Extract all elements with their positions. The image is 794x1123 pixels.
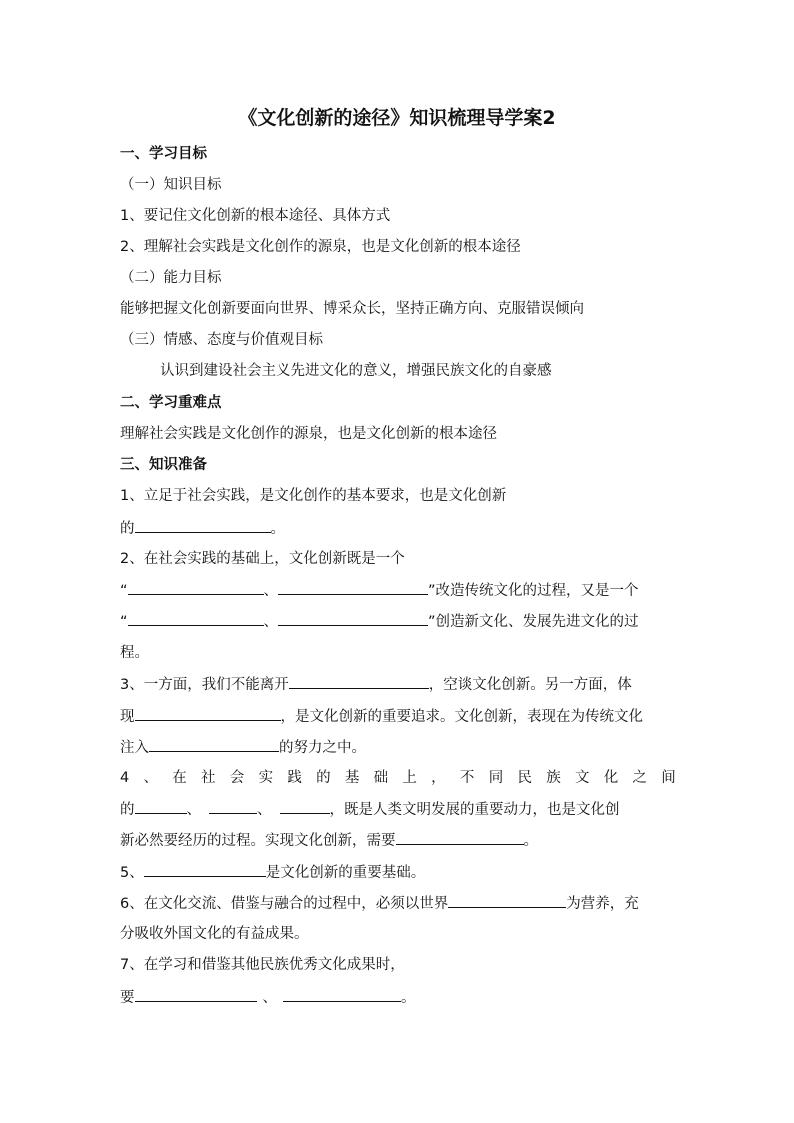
question-5-text: 是文化创新的重要基础。 bbox=[265, 865, 426, 881]
question-4-line-3 bbox=[120, 830, 676, 851]
fill-blank[interactable] bbox=[128, 611, 264, 626]
question-6-line-2: 分吸收外国文化的有益成果。 bbox=[120, 926, 309, 942]
section-heading-key-points: 二、学习重难点 bbox=[120, 395, 222, 411]
question-4-char: 族 bbox=[546, 770, 561, 786]
section-heading-objectives: 一、学习目标 bbox=[120, 146, 207, 162]
question-4-char: 化 bbox=[603, 770, 619, 786]
question-1-line-2 bbox=[120, 518, 676, 539]
question-2-line-4: 程。 bbox=[120, 645, 149, 661]
fill-blank[interactable] bbox=[128, 580, 264, 595]
question-4-text: ，既是人类文明发展的重要动力，也是文化创 bbox=[329, 802, 620, 818]
question-5-text: 5、 bbox=[120, 865, 144, 881]
fill-blank[interactable] bbox=[135, 799, 187, 814]
question-4-char: 不 bbox=[459, 770, 475, 786]
fill-blank[interactable] bbox=[135, 518, 271, 533]
question-2-line-1: 2、在社会实践的基础上，文化创新既是一个 bbox=[120, 551, 405, 567]
question-2-line-2 bbox=[120, 580, 676, 601]
question-3-text: 注入 bbox=[120, 740, 149, 756]
fill-blank[interactable] bbox=[289, 674, 429, 689]
question-4-char: 间 bbox=[661, 770, 676, 786]
question-7-line-2 bbox=[120, 987, 676, 1008]
question-4-char: 同 bbox=[488, 770, 504, 786]
question-7-line-1: 7、在学习和借鉴其他民族优秀文化成果时， bbox=[120, 957, 405, 973]
question-3-text: 现 bbox=[120, 709, 135, 725]
question-1-text: 的 bbox=[120, 521, 135, 537]
question-4-char: 、 bbox=[143, 770, 158, 786]
question-7-text: 。 bbox=[401, 990, 416, 1006]
fill-blank[interactable] bbox=[144, 862, 266, 877]
question-4-char: 社 bbox=[201, 770, 216, 786]
ability-objective-text: 能够把握文化创新要面向世界、博采众长，坚持正确方向、克服错误倾向 bbox=[120, 301, 584, 317]
question-2-text: “ bbox=[120, 583, 128, 599]
question-4-char: 基 bbox=[344, 770, 360, 786]
subheading-knowledge-objectives: （一）知识目标 bbox=[120, 177, 222, 193]
question-7-text: 要 bbox=[120, 990, 135, 1006]
fill-blank[interactable] bbox=[278, 611, 428, 626]
question-5-line-1 bbox=[120, 862, 676, 883]
fill-blank[interactable] bbox=[396, 830, 524, 845]
question-4-text: 新必然要经历的过程。实现文化创新，需要 bbox=[120, 833, 396, 849]
question-4-char: 的 bbox=[316, 770, 331, 786]
question-4-char: 在 bbox=[172, 770, 187, 786]
question-2-line-3 bbox=[120, 611, 676, 632]
question-4-text: 、 bbox=[186, 802, 201, 818]
question-3-line-2 bbox=[120, 706, 676, 727]
question-4-char: 础 bbox=[373, 770, 389, 786]
objective-item-2: 2、理解社会实践是文化创作的源泉，也是文化创新的根本途径 bbox=[120, 239, 521, 255]
question-3-text: 的努力之中。 bbox=[279, 740, 366, 756]
question-4-char: 会 bbox=[229, 770, 245, 786]
attitude-objective-text: 认识到建设社会主义先进文化的意义，增强民族文化的自豪感 bbox=[160, 363, 552, 379]
fill-blank[interactable] bbox=[278, 580, 428, 595]
fill-blank[interactable] bbox=[209, 799, 257, 814]
question-3-text: ，空谈文化创新。另一方面，体 bbox=[428, 677, 632, 693]
fill-blank[interactable] bbox=[149, 737, 279, 752]
question-4-char: 4 bbox=[120, 770, 130, 786]
question-7-text: 、 bbox=[262, 990, 277, 1006]
question-4-line-2 bbox=[120, 799, 676, 820]
subheading-ability-objectives: （二）能力目标 bbox=[120, 270, 222, 286]
question-3-text: ，是文化创新的重要追求。文化创新，表现在为传统文化 bbox=[280, 709, 643, 725]
fill-blank[interactable] bbox=[283, 987, 401, 1002]
fill-blank[interactable] bbox=[135, 706, 281, 721]
question-4-char: 践 bbox=[287, 770, 302, 786]
question-4-char: 实 bbox=[258, 770, 274, 786]
fill-blank[interactable] bbox=[135, 987, 257, 1002]
question-2-text: ”创造新文化、发展先进文化的过 bbox=[428, 614, 639, 630]
question-1-text: 。 bbox=[270, 521, 285, 537]
question-1-line-1: 1、立足于社会实践，是文化创作的基本要求，也是文化创新 bbox=[120, 488, 507, 504]
question-4-char: 之 bbox=[632, 770, 648, 786]
question-2-text: “ bbox=[120, 614, 128, 630]
question-2-text: 、 bbox=[263, 614, 279, 630]
question-3-line-3 bbox=[120, 737, 676, 758]
question-3-line-1 bbox=[120, 674, 676, 695]
question-2-text: ”改造传统文化的过程，又是一个 bbox=[428, 583, 639, 599]
question-4-text: 的 bbox=[120, 802, 135, 818]
page-title: 《文化创新的途径》知识梳理导学案2 bbox=[238, 107, 556, 129]
question-4-char: 文 bbox=[574, 770, 590, 786]
question-4-text: 。 bbox=[523, 833, 538, 849]
question-6-text: 为营养，充 bbox=[566, 896, 639, 912]
question-4-char: 上 bbox=[402, 770, 417, 786]
question-6-line-1 bbox=[120, 893, 676, 914]
key-points-text: 理解社会实践是文化创作的源泉，也是文化创新的根本途径 bbox=[120, 426, 497, 442]
section-heading-preparation: 三、知识准备 bbox=[120, 457, 207, 473]
subheading-attitude-objectives: （三）情感、态度与价值观目标 bbox=[120, 332, 323, 348]
question-4-line-1 bbox=[120, 768, 676, 788]
question-3-text: 3、一方面，我们不能离开 bbox=[120, 677, 289, 693]
question-2-text: 、 bbox=[263, 583, 279, 599]
question-6-text: 6、在文化交流、借鉴与融合的过程中，必须以世界 bbox=[120, 896, 449, 912]
fill-blank[interactable] bbox=[280, 799, 330, 814]
fill-blank[interactable] bbox=[448, 893, 566, 908]
question-4-char: ， bbox=[431, 770, 446, 786]
objective-item-1: 1、要记住文化创新的根本途径、具体方式 bbox=[120, 208, 391, 224]
question-4-text: 、 bbox=[257, 802, 272, 818]
question-4-char: 民 bbox=[517, 770, 532, 786]
